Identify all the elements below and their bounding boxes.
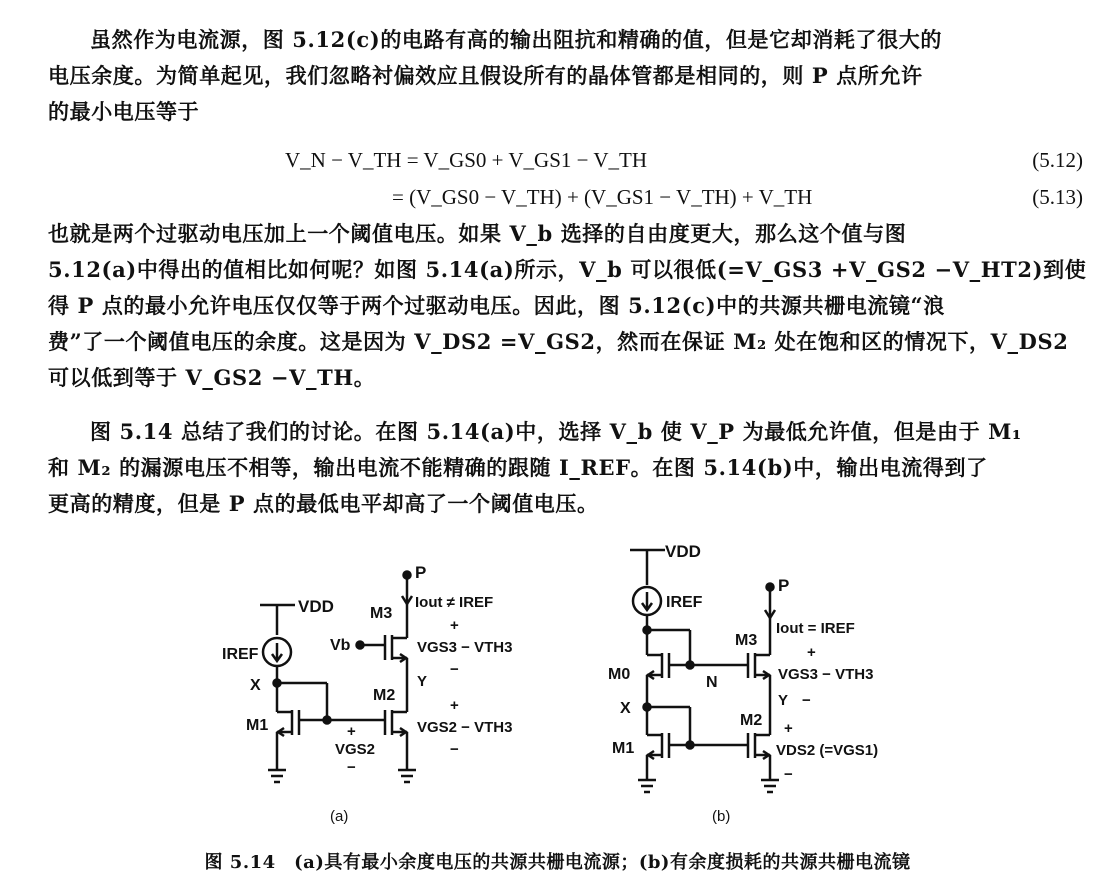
minus-sign: − <box>347 759 356 776</box>
m3-label: M3 <box>370 605 393 622</box>
plus-sign: + <box>450 697 459 714</box>
circuit-figure-b <box>590 535 920 805</box>
vgs3-label: VGS3 − VTH3 <box>778 666 874 683</box>
vgs2-vth-label: VGS2 − VTH3 <box>417 719 513 736</box>
iref-label: IREF <box>666 594 703 611</box>
equation-5-13: = (V_GS0 − V_TH) + (V_GS1 − V_TH) + V_TH <box>392 185 813 209</box>
m1-label: M1 <box>612 740 635 757</box>
m2-label: M2 <box>740 712 763 729</box>
text-line: 电压余度。为简单起见，我们忽略衬偏效应且假设所有的晶体管都是相同的，则 P 点所允许 <box>48 63 923 88</box>
plus-sign: + <box>807 644 816 661</box>
equation-5-12: V_N − V_TH = V_GS0 + V_GS1 − V_TH <box>285 148 648 172</box>
plus-sign: + <box>450 617 459 634</box>
vdd-label: VDD <box>665 542 701 561</box>
iref-label: IREF <box>222 646 259 663</box>
x-node-label: X <box>250 677 261 694</box>
y-node-label: Y <box>778 692 789 709</box>
vds2-label: VDS2 (=VGS1) <box>776 742 879 759</box>
text-line: 也就是两个过驱动电压加上一个阈值电压。如果 V_b 选择的自由度更大，那么这个值与图 <box>48 221 907 246</box>
paragraph-1 <box>48 22 1088 130</box>
text-line: 和 M₂ 的漏源电压不相等，输出电流不能精确的跟随 I_REF。在图 5.14(b)中，输出电流得到了 <box>48 455 988 480</box>
m1-label: M1 <box>246 717 269 734</box>
minus-sign: − <box>784 766 793 783</box>
text-line: 更高的精度，但是 P 点的最低电平却高了一个阈值电压。 <box>48 491 599 516</box>
vgs2-label: VGS2 <box>335 741 376 758</box>
text-line: 可以低到等于 V_GS2 −V_TH。 <box>48 365 376 390</box>
circuit-figure-a <box>210 550 540 800</box>
m3-label: M3 <box>735 632 758 649</box>
figure-caption: 图 5.14 (a)具有最小余度电压的共源共栅电流源；(b)有余度损耗的共源共栅电流镜 <box>204 852 911 873</box>
plus-sign: + <box>784 720 793 737</box>
iout-label: Iout ≠ IREF <box>415 594 494 611</box>
figure-b-sublabel: (b) <box>712 808 731 825</box>
n-node-label: N <box>706 674 718 691</box>
minus-sign: − <box>450 741 459 758</box>
text-line: 费”了一个阈值电压的余度。这是因为 V_DS2 =V_GS2，然而在保证 M₂ 处在饱和区的情况下，V_DS2 <box>48 329 1069 354</box>
text-line: 5.12(a)中得出的值相比如何呢？如图 5.14(a)所示，V_b 可以很低(=V_GS3 +V_GS2 −V_HT2)到使 <box>48 257 1087 282</box>
minus-sign: − <box>802 692 811 709</box>
iout-label: Iout = IREF <box>776 620 855 637</box>
figure-a-sublabel: (a) <box>330 808 349 825</box>
text-line: 图 5.14 总结了我们的讨论。在图 5.14(a)中，选择 V_b 使 V_P 为最低允许值，但是由于 M₁ <box>90 419 1022 444</box>
text-line: 得 P 点的最小允许电压仅仅等于两个过驱动电压。因此，图 5.12(c)中的共源共栅电流镜“浪 <box>48 293 945 318</box>
plus-sign: + <box>347 723 356 740</box>
minus-sign: − <box>450 661 459 678</box>
x-node-label: X <box>620 700 631 717</box>
paragraph-3 <box>48 414 1088 522</box>
vgs3-label: VGS3 − VTH3 <box>417 639 513 656</box>
text-line: 的最小电压等于 <box>48 99 200 124</box>
equation-number: (5.12) <box>1032 148 1083 172</box>
m2-label: M2 <box>373 687 396 704</box>
p-node-label: P <box>415 563 427 582</box>
text-line: 虽然作为电流源，图 5.12(c)的电路有高的输出阻抗和精确的值，但是它却消耗了很大的 <box>90 27 942 52</box>
m0-label: M0 <box>608 666 631 683</box>
y-node-label: Y <box>417 673 428 690</box>
paragraph-2 <box>48 216 1088 396</box>
equation-number: (5.13) <box>1032 185 1083 209</box>
p-node-label: P <box>778 576 790 595</box>
vb-label: Vb <box>330 637 351 654</box>
vdd-label: VDD <box>298 597 334 616</box>
